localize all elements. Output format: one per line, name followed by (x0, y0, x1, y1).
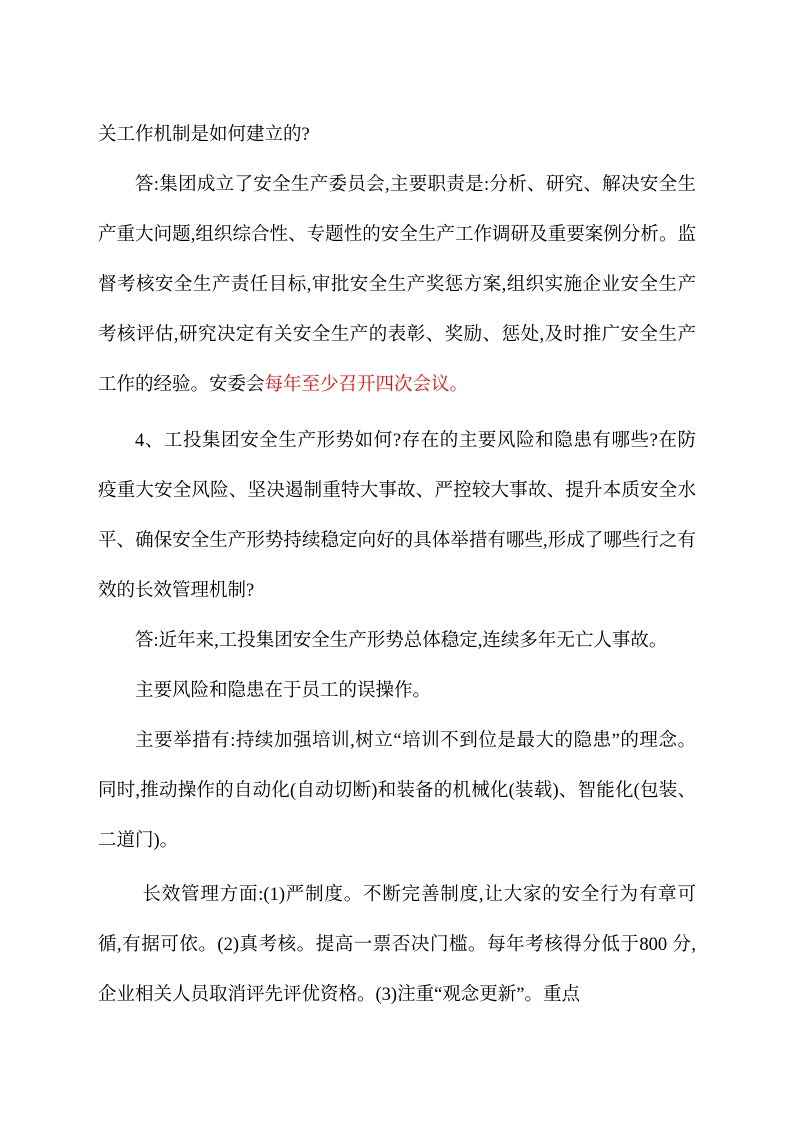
paragraph (98, 870, 696, 1020)
paragraph (98, 666, 696, 716)
text-segment: 答:近年来,工投集团安全生产形势总体稳定,连续多年无亡人事故。 (135, 631, 668, 651)
text-segment: 答:集团成立了安全生产委员会,主要职责是:分析、研究、解决安全生产重大问题,组织综合性、专题性的安全生产工作调研及重要案例分析。监督考核安全生产责任目标,审批安全生产奖惩方案,组织实施企业安全生产考核评估,研究决定有关安全生产的表彰、奖励、惩处,及时推广安全生产工作的经验。安委会 (98, 175, 696, 395)
text-segment: 主要风险和隐患在于员工的误操作。 (135, 681, 432, 701)
paragraph (98, 416, 696, 616)
text-segment: 长效管理方面:(1)严制度。不断完善制度,让大家的安全行为有章可循,有据可依。(2)真考核。提高一票否决门槛。每年考核得分低于800 分,企业相关人员取消评先评优资格。(3)注重“观念更新”。重点 (98, 885, 696, 1005)
text-segment: 主要举措有:持续加强培训,树立“培训不到位是最大的隐患”的理念。同时,推动操作的自动化(自动切断)和装备的机械化(装载)、智能化(包装、二道门)。 (98, 731, 696, 851)
highlighted-text: 每年至少召开四次会议。 (264, 375, 469, 395)
text-segment: 4、工投集团安全生产形势如何?存在的主要风险和隐患有哪些?在防疫重大安全风险、坚决遏制重特大事故、严控较大事故、提升本质安全水平、确保安全生产形势持续稳定向好的具体举措有哪些,形成了哪些行之有效的长效管理机制? (98, 431, 696, 601)
paragraph (98, 160, 696, 410)
paragraph (98, 110, 696, 160)
document-body (98, 110, 696, 1020)
paragraph (98, 716, 696, 866)
text-segment: 关工作机制是如何建立的? (98, 125, 310, 145)
paragraph (98, 616, 696, 666)
